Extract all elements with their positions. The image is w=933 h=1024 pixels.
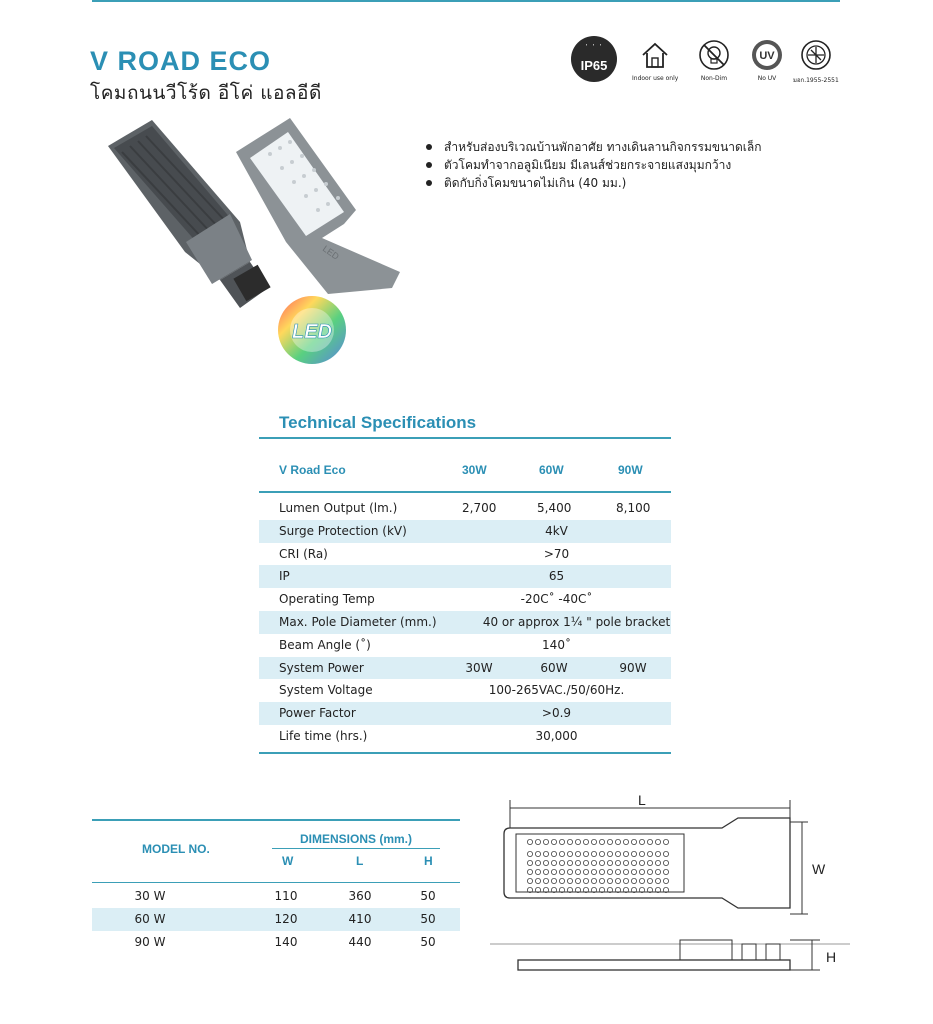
led-grid xyxy=(527,839,668,892)
spec-header-60w: 60W xyxy=(539,463,564,477)
width-label: W xyxy=(812,861,826,877)
non-dim-cert: Non-Dim xyxy=(697,38,731,82)
product-title: V ROAD ECO xyxy=(90,46,272,76)
dim-header-rule xyxy=(92,882,460,883)
svg-text:UV: UV xyxy=(759,50,775,62)
feature-item: ตัวโคมทำจากอลูมิเนียม มีเลนส์ช่วยกระจายแสงมุมกว้าง xyxy=(424,156,762,174)
feature-item: ติดกับกิ่งโคมขนาดไม่เกิน (40 มม.) xyxy=(424,174,762,192)
spec-row-temp: Operating Temp -20C˚ -40C˚ xyxy=(279,592,593,607)
spec-row-cri: CRI (Ra) >70 xyxy=(279,546,570,561)
dim-w-header: W xyxy=(282,854,294,868)
lamp-front-view xyxy=(236,118,400,294)
dim-top-rule xyxy=(92,819,460,821)
spec-row-life: Life time (hrs.) 30,000 xyxy=(279,728,578,743)
tis-cert: มอก.1955-2551 xyxy=(793,38,839,85)
product-photo xyxy=(100,112,420,372)
spec-row-pole: Max. Pole Diameter (mm.) 40 or approx 1¼ " pole bracket xyxy=(259,611,671,634)
spec-header-90w: 90W xyxy=(618,463,643,477)
feature-item: สำหรับส่องบริเวณบ้านพักอาศัย ทางเดินลานกิจกรรมขนาดเล็ก xyxy=(424,138,762,156)
tis-standard-icon xyxy=(799,38,833,72)
dim-h-header: H xyxy=(424,854,433,868)
svg-text:LED: LED xyxy=(320,243,341,262)
water-drops-icon: ˈ ˈ ˈ xyxy=(585,43,603,52)
dim-row: 30 W 110 360 50 xyxy=(134,889,436,903)
spec-row-power: System Power 30W 60W 90W xyxy=(259,657,671,680)
length-label: L xyxy=(638,792,646,808)
product-subtitle-thai: โคมถนนวีโร้ด อีโค่ แอลอีดี xyxy=(90,82,322,104)
indoor-use-cert: Indoor use only xyxy=(632,38,678,82)
non-dim-icon xyxy=(697,38,731,72)
no-uv-cert: UV No UV xyxy=(750,38,784,82)
svg-text:LED: LED xyxy=(292,321,332,343)
dimensions-table xyxy=(92,885,460,954)
dim-row: 90 W 140 440 50 xyxy=(134,935,436,949)
led-logo xyxy=(278,296,346,364)
dim-l-header: L xyxy=(356,854,364,868)
spec-top-rule xyxy=(259,437,671,439)
spec-row-ip: IP 65 xyxy=(259,565,671,588)
feature-list xyxy=(424,138,762,192)
spec-row-lumen: Lumen Output (lm.) 2,700 5,400 8,100 xyxy=(279,501,651,515)
spec-row-surge: Surge Protection (kV) 4kV xyxy=(259,520,671,543)
dim-subheader-rule xyxy=(272,848,440,849)
spec-bottom-rule xyxy=(259,752,671,754)
uv-icon xyxy=(750,38,784,72)
height-label: H xyxy=(826,949,837,965)
house-icon xyxy=(638,38,672,72)
top-rule xyxy=(92,0,840,2)
dim-row: 60 W 120 410 50 xyxy=(92,908,460,931)
dim-dimensions-header: DIMENSIONS (mm.) xyxy=(300,832,413,846)
spec-header-30w: 30W xyxy=(462,463,487,477)
spec-row-voltage: System Voltage 100-265VAC./50/60Hz. xyxy=(279,683,625,698)
spec-header-model: V Road Eco xyxy=(279,463,346,477)
spec-header-rule xyxy=(259,491,671,493)
dimension-drawing xyxy=(490,788,850,978)
spec-table xyxy=(259,497,671,748)
spec-header-row xyxy=(259,458,671,482)
ip65-badge: ˈ ˈ ˈ IP65 xyxy=(571,36,617,82)
spec-row-beam: Beam Angle (˚) 140˚ xyxy=(279,637,571,652)
spec-title: Technical Specifications xyxy=(279,413,477,432)
dim-model-header: MODEL NO. xyxy=(142,842,210,856)
spec-row-pf: Power Factor >0.9 xyxy=(259,702,671,725)
